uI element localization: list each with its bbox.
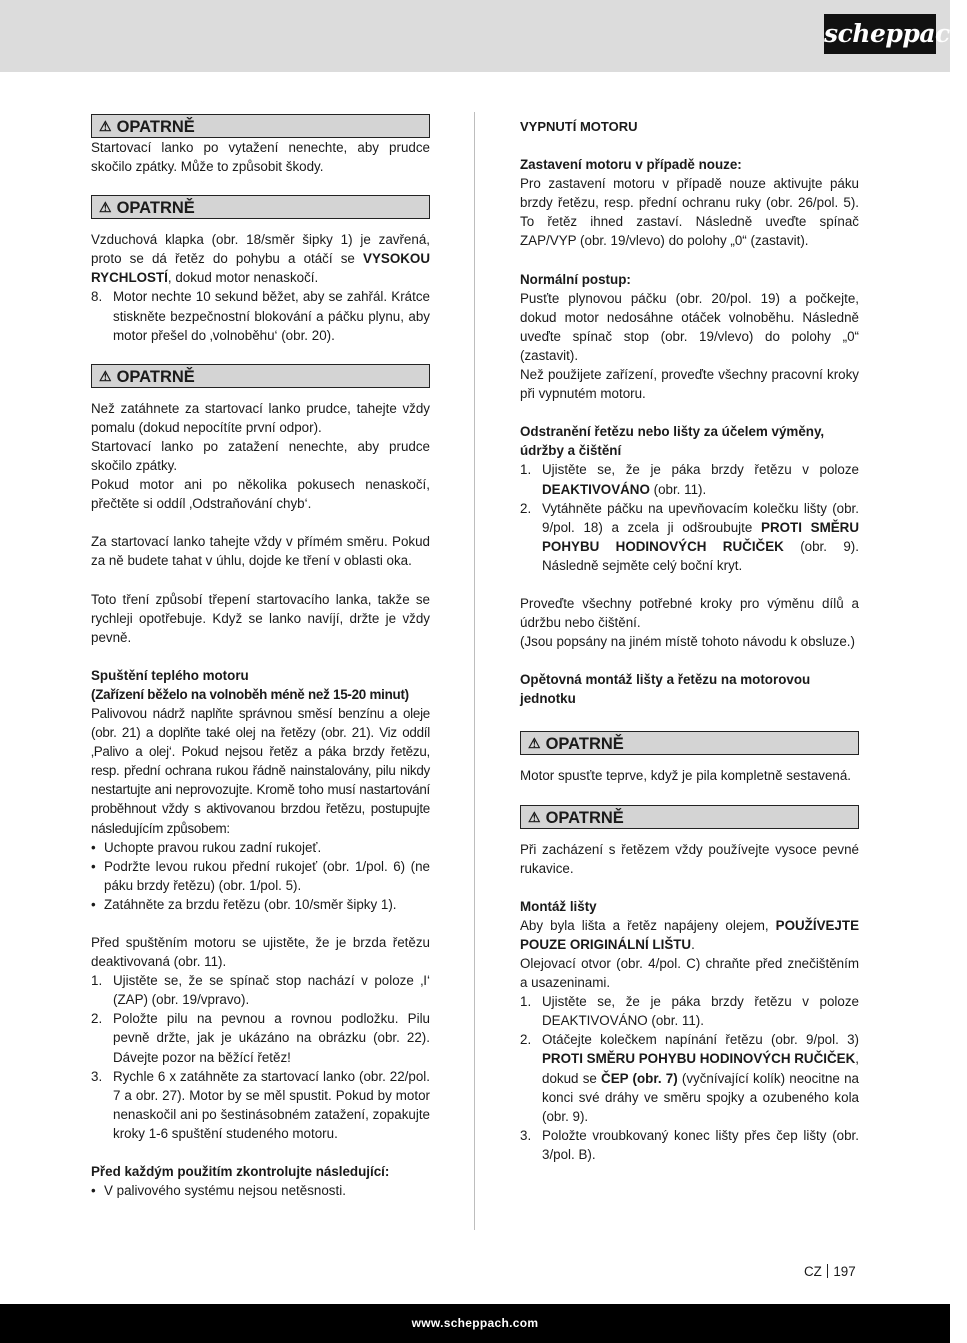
- item-number: 8.: [91, 289, 103, 305]
- language-code: CZ: [804, 1264, 822, 1279]
- section-heading: Před každým použitím zkontrolujte následující:: [91, 1164, 390, 1180]
- paragraph: (Jsou popsány na jiném místě tohoto návodu k obsluze.): [520, 634, 855, 650]
- page-footer: [0, 1304, 950, 1343]
- right-column: [520, 117, 859, 1164]
- paragraph: Palivovou nádrž naplňte správnou směsí benzínu a oleje (obr. 21) a doplňte také olej na řetězy (obr. 21). Viz oddíl ‚Palivo a olej‘. Pokud nejsou řetěz a páka brzdy řetězu, resp. přední ochrana rukou řádně nainstalovány, pilu nikdy nestartujte ani neprovozujte. Kromě toho musí nastartování proběhnout vždy s aktivovanou brzdou řetězu, postupujte následujícím způsobem:: [91, 705, 430, 836]
- text-segment: (obr. 11).: [649, 481, 707, 497]
- paragraph: Toto tření způsobí třepení startovacího lanka, takže se rychleji opotřebuje. Když se lanko navíjí, držte je vždy pevně.: [91, 591, 430, 645]
- bullet-icon: •: [91, 1183, 96, 1199]
- text-segment: (vyčnívající kolík) neocitne na konci své dráhy ve směru spojky a ozubeného kola (obr. 9).: [542, 1070, 859, 1124]
- bullet-icon: •: [91, 896, 96, 912]
- list-item: [91, 857, 430, 895]
- text-segment: .: [691, 936, 695, 952]
- warning-text: Při zacházení s řetězem vždy používejte vysoce pevné rukavice.: [520, 841, 859, 876]
- bullet-list: [91, 1181, 430, 1200]
- list-item: [91, 971, 430, 1009]
- paragraph: Pro zastavení motoru v případě nouze aktivujte páku brzdy řetězu, resp. přední ochranu ruky (obr. 26/pol. 5). To řetěz ihned zastaví. Následně uveďte spínač ZAP/VYP (obr. 19/vlevo) do polohy „0“ (zastavit).: [520, 176, 859, 249]
- paragraph: Pusťte plynovou páčku (obr. 20/pol. 19) a počkejte, dokud motor nedosáhne otáček volnoběhu. Následně uveďte spínač stop (obr. 19/vlevo) do polohy „0“ (zastavit).: [520, 290, 859, 363]
- warning-box: [520, 805, 859, 829]
- emphasis-text: ČEP (obr. 7): [601, 1070, 678, 1086]
- warning-text: Než zatáhnete za startovací lanko prudce, tahejte vždy pomalu (dokud nepocítíte první odpor).: [91, 400, 430, 435]
- paragraph: Olejovací otvor (obr. 4/pol. C) chraňte před znečištěním a usazeninami.: [520, 956, 859, 991]
- emphasis-text: PROTI SMĚRU POHYBU HODINOVÝCH RUČIČEK: [542, 519, 860, 554]
- list-item: [520, 460, 859, 498]
- emphasis-text: VYSOKOU RYCHLOSTÍ: [91, 251, 430, 286]
- separator: [827, 1264, 829, 1278]
- list-item: [91, 1009, 430, 1066]
- list-item: [91, 287, 430, 344]
- list-item: [91, 895, 430, 914]
- text-segment: , dokud motor nenaskočí.: [167, 270, 319, 286]
- section-heading: VYPNUTÍ MOTORU: [520, 119, 638, 134]
- list-item: [91, 838, 430, 857]
- website-link[interactable]: www.scheppach.com: [411, 1316, 539, 1330]
- warning-triangle-icon: ⚠: [99, 367, 112, 384]
- paragraph: Před spuštěním motoru se ujistěte, že je brzda řetězu deaktivovaná (obr. 11).: [91, 935, 430, 970]
- left-column: [91, 117, 430, 1200]
- item-text: Rychle 6 x zatáhněte za startovací lanko (obr. 22/pol. 7 a obr. 27). Motor by se měl spustit. Pokud by motor nenaskočil ani po šestinásobném zatažení, zopakujte kroky 1-6 spuštění studeného motoru.: [113, 1068, 430, 1141]
- warning-triangle-icon: ⚠: [528, 808, 541, 825]
- warning-text: Startovací lanko po zatažení nenechte, aby prudce skočilo zpátky.: [91, 438, 430, 474]
- warning-box: [91, 364, 430, 388]
- section-heading: Normální postup:: [520, 271, 631, 287]
- item-text: Uchopte pravou rukou zadní rukojeť.: [104, 839, 322, 855]
- warning-label: OPATRNĚ: [545, 808, 624, 827]
- text-segment: Ujistěte se, že je páka brzdy řetězu v poloze: [542, 462, 859, 478]
- section-heading: Montáž lišty: [520, 898, 597, 914]
- warning-label: OPATRNĚ: [116, 367, 195, 386]
- item-text: Ujistěte se, že je páka brzdy řetězu v poloze DEAKTIVOVÁNO (obr. 11).: [542, 994, 859, 1029]
- section-heading: Odstranění řetězu nebo lišty za účelem výměny, údržby a čištění: [520, 424, 825, 459]
- step-list: [91, 287, 430, 344]
- item-number: 1.: [520, 462, 532, 478]
- item-text: V palivového systému nejsou netěsnosti.: [104, 1183, 346, 1199]
- section-heading: Zastavení motoru v případě nouze:: [520, 157, 742, 173]
- warning-triangle-icon: ⚠: [528, 735, 541, 752]
- bullet-icon: •: [91, 839, 96, 855]
- bullet-list: [91, 838, 430, 914]
- column-divider: [474, 112, 475, 1230]
- item-number: 1.: [91, 973, 103, 989]
- emphasis-text: PROTI SMĚRU POHYBU HODINOVÝCH RUČIČEK: [542, 1051, 856, 1067]
- warning-box: [91, 195, 430, 219]
- step-list: [520, 460, 859, 575]
- list-item: [91, 1067, 430, 1143]
- item-number: 2.: [520, 1032, 532, 1048]
- text-segment: , dokud se: [542, 1051, 859, 1086]
- page-number: [804, 1264, 856, 1279]
- emphasis-text: DEAKTIVOVÁNO: [542, 481, 650, 497]
- item-text: Položte pilu na pevnou a rovnou podložku. Pilu pevně držte, jak je ukázáno na obrázku (obr. 22). Dávejte pozor na běžící řetěz!: [113, 1011, 430, 1065]
- warning-label: OPATRNĚ: [545, 735, 624, 754]
- item-number: 3.: [520, 1127, 532, 1143]
- warning-box: [520, 731, 859, 755]
- item-number: 3.: [91, 1068, 103, 1084]
- warning-text: Startovací lanko po vytažení nenechte, aby prudce skočilo zpátky. Může to způsobit škody.: [91, 140, 430, 175]
- text-segment: Aby byla lišta a řetěz napájeny olejem,: [520, 917, 776, 933]
- warning-text: Motor spusťte teprve, když je pila kompletně sestavená.: [520, 768, 852, 784]
- item-number: 2.: [520, 500, 532, 516]
- choke-paragraph: [91, 230, 430, 287]
- item-text: Podržte levou rukou přední rukojeť (obr. 1/pol. 6) (ne páku brzdy řetězu) (obr. 1/pol. 5).: [104, 858, 430, 893]
- list-item: [520, 499, 859, 575]
- warning-triangle-icon: ⚠: [99, 118, 112, 134]
- page-header: [0, 0, 967, 72]
- warning-label: OPATRNĚ: [116, 199, 195, 218]
- paragraph: Za startovací lanko tahejte vždy v přímém směru. Pokud za ně budete tahat v úhlu, dojde ke tření v oblasti oka.: [91, 534, 430, 569]
- item-text: Motor nechte 10 sekund běžet, aby se zahřál. Krátce stiskněte bezpečnostní blokování a páčku plynu, aby motor přešel do ‚volnoběhu‘ (obr. 20).: [113, 289, 430, 343]
- step-list: [91, 971, 430, 1143]
- emphasis-text: POUŽÍVEJTE POUZE ORIGINÁLNÍ LIŠTU: [520, 917, 859, 952]
- text-segment: (obr. 9). Následně sejměte celý boční kryt.: [542, 538, 859, 573]
- list-item: [520, 992, 859, 1030]
- section-heading: Opětovná montáž lišty a řetězu na motorovou jednotku: [520, 672, 811, 707]
- step-list: [520, 992, 859, 1164]
- section-subheading: (Zařízení běželo na volnoběh méně než 15-20 minut): [91, 686, 409, 702]
- warning-triangle-icon: ⚠: [99, 199, 112, 216]
- paragraph: Než použijete zařízení, proveďte všechny pracovní kroky při vypnutém motoru.: [520, 367, 859, 402]
- page-number-value: 197: [833, 1264, 856, 1279]
- list-item: [520, 1126, 859, 1164]
- text-segment: Vzduchová klapka (obr. 18/směr šipky 1) je zavřená, proto se dá řetěz do pohybu a otáčí se: [91, 232, 430, 267]
- list-item: [520, 1030, 859, 1125]
- paragraph: Proveďte všechny potřebné kroky pro výměnu dílů a údržbu nebo čištění.: [520, 595, 859, 631]
- item-text: Zatáhněte za brzdu řetězu (obr. 10/směr šipky 1).: [104, 896, 397, 912]
- item-number: 2.: [91, 1011, 103, 1027]
- paragraph: [520, 916, 859, 954]
- section-heading: Spuštění teplého motoru: [91, 667, 249, 683]
- item-text: Ujistěte se, že se spínač stop nachází v poloze ‚I‘ (ZAP) (obr. 19/vpravo).: [113, 973, 430, 1008]
- text-segment: Vytáhněte páčku na upevňovacím kolečku lišty (obr. 9/pol. 18) a zcela ji odšroubujte: [542, 500, 859, 535]
- item-number: 1.: [520, 994, 532, 1010]
- bullet-icon: •: [91, 858, 96, 874]
- item-text: Položte vroubkovaný konec lišty přes čep lišty (obr. 3/pol. B).: [542, 1127, 859, 1162]
- brand-logo: scheppach: [824, 14, 936, 54]
- warning-label: OPATRNĚ: [116, 118, 195, 136]
- text-segment: Otáčejte kolečkem napínání řetězu (obr. 9/pol. 3): [542, 1032, 859, 1048]
- list-item: [91, 1181, 430, 1200]
- warning-text: Pokud motor ani po několika pokusech nenaskočí, přečtěte si oddíl ‚Odstraňování chyb‘.: [91, 477, 430, 512]
- warning-box: [91, 114, 430, 138]
